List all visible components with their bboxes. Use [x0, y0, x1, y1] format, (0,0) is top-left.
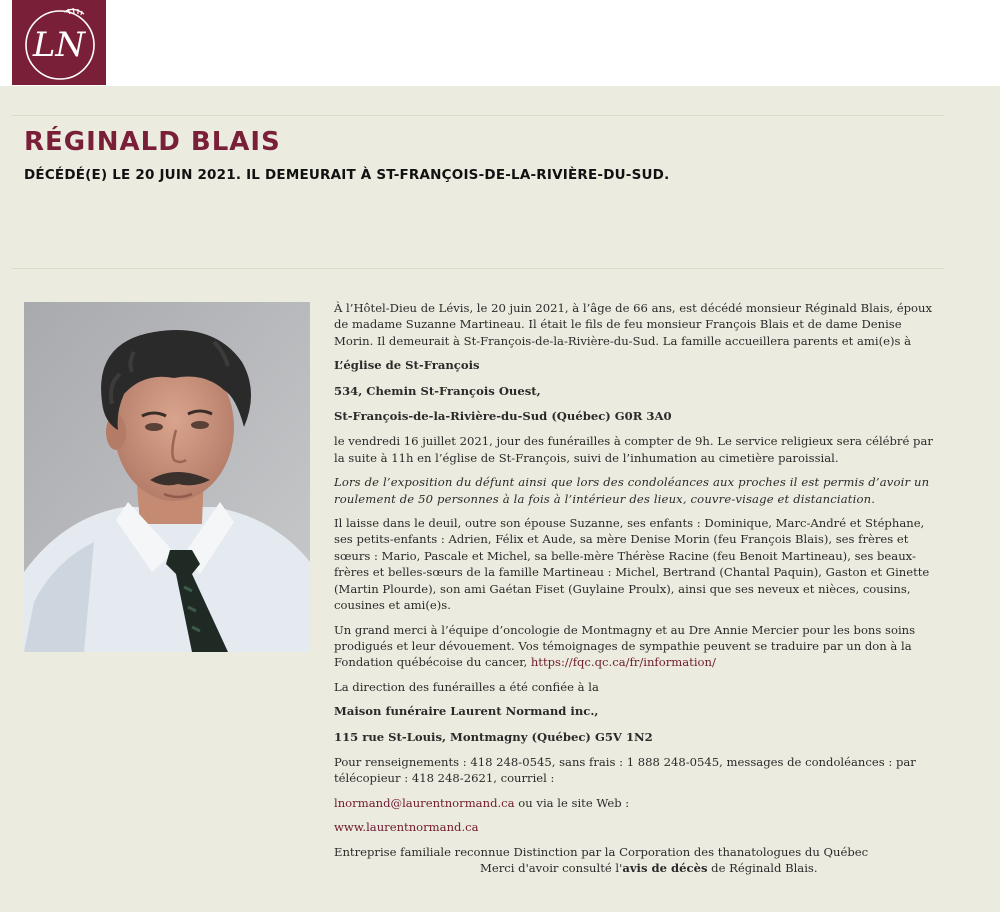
divider-bottom [12, 268, 944, 269]
email-paragraph [334, 795, 934, 811]
footer-thanks [480, 861, 818, 875]
thanks-paragraph [334, 622, 934, 671]
family-paragraph: Il laisse dans le deuil, outre son épouse Suzanne, ses enfants : Dominique, Marc-André et Stéphane, ses petits-enfants : Adrien, Félix et Aude, sa mère Denise Morin (feu François Blais), ses frères et sœurs : Mario, Pascale et Michel, sa belle-mère Thérèse Racine (feu Benoit Martineau), ses beaux-frères et belles-sœurs de la famille Martineau : Michel, Bertrand (Chantal Paquin), Gaston et Ginette (Martin Plourde), son ami Gaétan Fiset (Guylaine Proulx), ainsi que ses neveux et nièces, cousins, cousines et ami(e)s. [334, 516, 930, 613]
church-name: L’église de St-François [334, 358, 480, 373]
email-suffix: ou via le site Web : [514, 795, 630, 810]
intro-paragraph: À l’Hôtel-Dieu de Lévis, le 20 juin 2021, à l’âge de 66 ans, est décédé monsieur Réginald Blais, époux de madame Suzanne Martineau. Il était le fils de feu monsieur François Blais et de dame Denise Morin. Il demeurait à St-François-de-la-Rivière-du-Sud. La famille accueillera parents et ami(e)s à [334, 301, 933, 348]
email-link[interactable]: lnormand@laurentnormand.ca [334, 795, 515, 810]
church-city: St-François-de-la-Rivière-du-Sud (Québec) G0R 3A0 [334, 409, 672, 424]
top-bar [0, 0, 1000, 86]
page-title: RÉGINALD BLAIS [24, 127, 281, 157]
logo-text: LN [32, 25, 86, 65]
footer-thanks-prefix: Merci d'avoir consulté l' [480, 861, 623, 875]
website-link[interactable]: www.laurentnormand.ca [334, 820, 479, 835]
portrait-photo [24, 302, 310, 652]
divider-top [12, 115, 944, 116]
direction-paragraph: La direction des funérailles a été confiée à la [334, 679, 599, 694]
website-paragraph [334, 819, 934, 835]
thanks-text: Un grand merci à l’équipe d’oncologie de Montmagny et au Dre Annie Mercier pour les bons soins prodigués et leur dévouement. Vos témoignages de sympathie peuvent se traduire par un don à la Fondation québécoise du cancer, [334, 622, 916, 670]
donation-link[interactable]: https://fqc.qc.ca/fr/information/ [530, 655, 716, 670]
covid-notice: Lors de l’exposition du défunt ainsi que lors des condoléances aux proches il est permis d’avoir un roulement de 50 personnes à la fois à l’intérieur des lieux, couvre-visage et distanciation. [334, 475, 930, 506]
obituary-text [334, 300, 934, 868]
logo[interactable] [12, 0, 106, 85]
page-subtitle: DÉCÉDÉ(E) LE 20 JUIN 2021. IL DEMEURAIT À ST-FRANÇOIS-DE-LA-RIVIÈRE-DU-SUD. [24, 167, 670, 183]
footer-thanks-bold: avis de décès [622, 861, 708, 875]
funeral-home-address: 115 rue St-Louis, Montmagny (Québec) G5V 1N2 [334, 729, 653, 744]
footer-thanks-suffix: de Réginald Blais. [707, 861, 818, 875]
info-paragraph: Pour renseignements : 418 248-0545, sans frais : 1 888 248-0545, messages de condoléances : par télécopieur : 418 248-2621, courriel : [334, 754, 916, 786]
logo-emblem-icon [12, 0, 106, 85]
distinction-paragraph: Entreprise familiale reconnue Distinction par la Corporation des thanatologues du Québec [334, 844, 869, 859]
funeral-home-name: Maison funéraire Laurent Normand inc., [334, 704, 599, 719]
funeral-paragraph: le vendredi 16 juillet 2021, jour des funérailles à compter de 9h. Le service religieux sera célébré par la suite à 11h en l’église de St-François, suivi de l’inhumation au cimetière paroissial. [334, 434, 933, 465]
church-street: 534, Chemin St-François Ouest, [334, 383, 541, 398]
